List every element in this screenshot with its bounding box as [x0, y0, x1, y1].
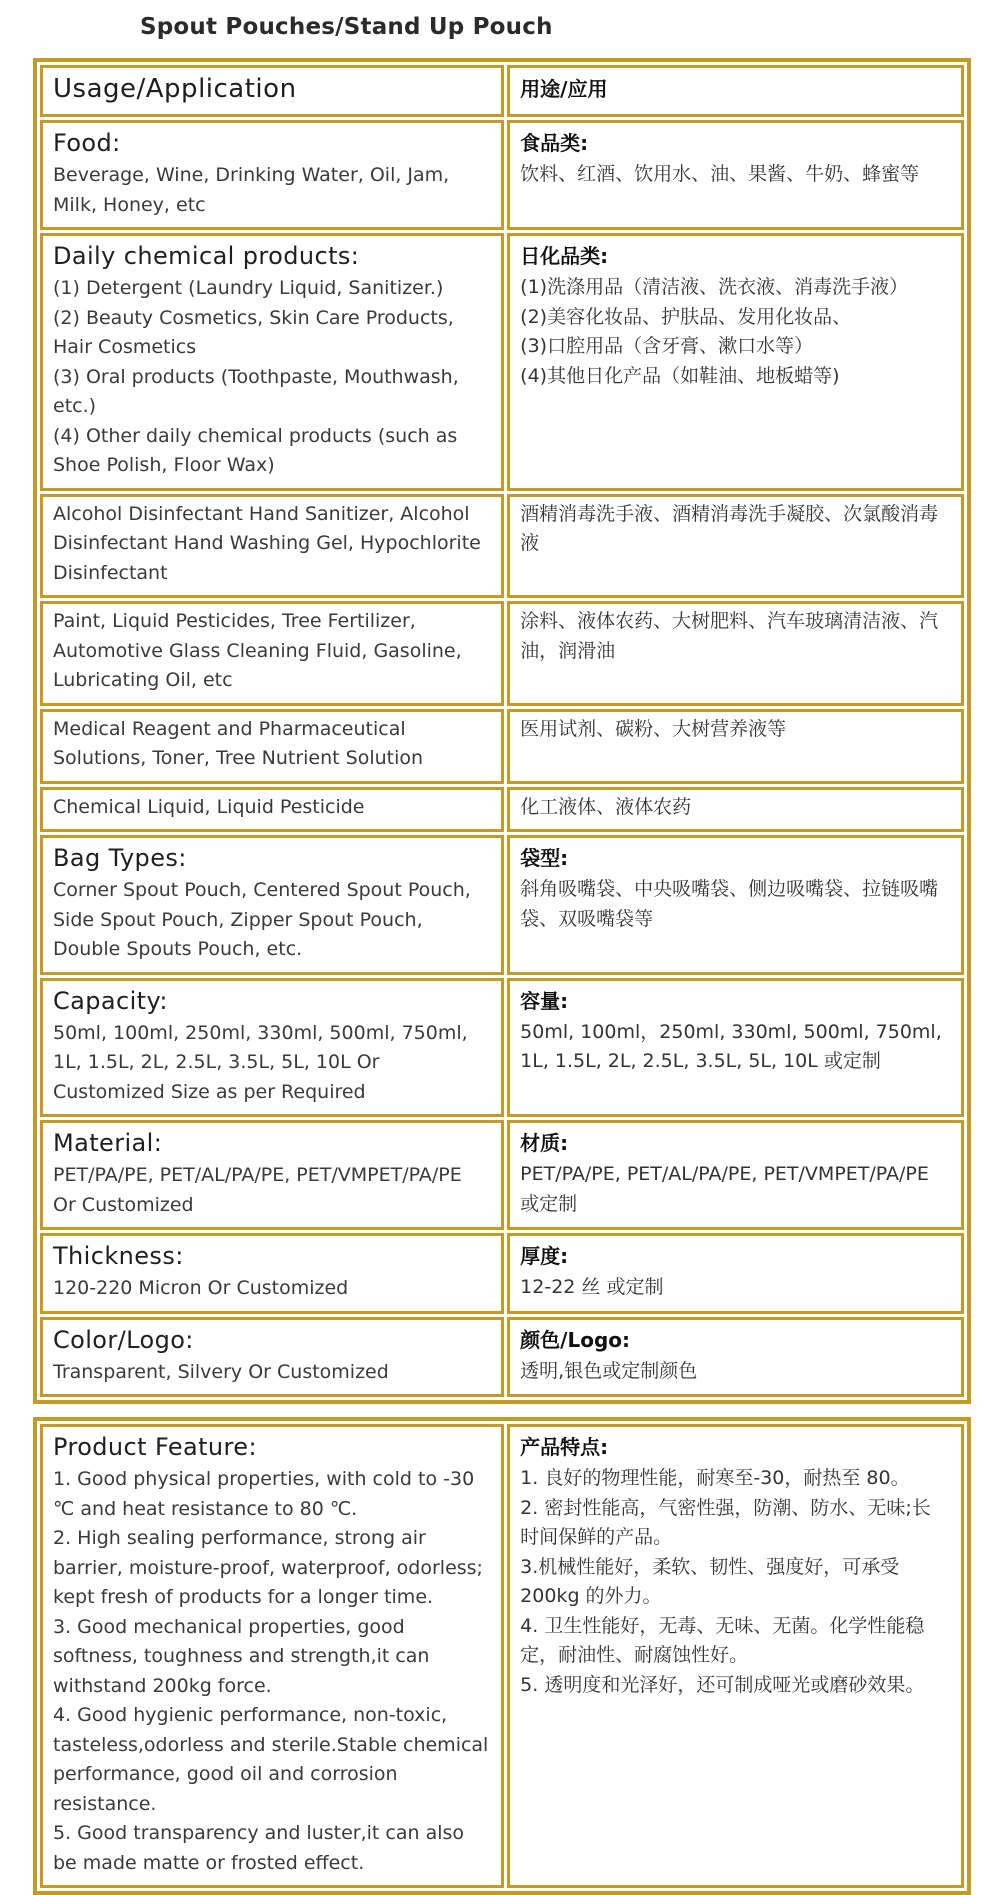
cell-capacity-zh [507, 978, 964, 1118]
cell-line: 医用试剂、碳粉、大树营养液等 [520, 717, 787, 740]
cell-line: Alcohol Disinfectant Hand Sanitizer, Alcohol Disinfectant Hand Washing Gel, Hypochlorite Disinfectant [53, 502, 487, 584]
cell-line: 透明,银色或定制颜色 [520, 1359, 698, 1382]
cell-line: 2. 密封性能高，气密性强，防潮、防水、无味;长时间保鲜的产品。 [520, 1496, 931, 1548]
cell-line: 50ml, 100ml，250ml, 330ml, 500ml, 750ml, 1L, 1.5L, 2L, 2.5L, 3.5L, 5L, 10L 或定制 [520, 1020, 948, 1072]
section-title: 厚度: [520, 1244, 569, 1268]
section-title: 颜色/Logo: [520, 1327, 631, 1352]
table-row-paint [40, 601, 964, 706]
cell-line: (4) Other daily chemical products (such as Shoe Polish, Floor Wax) [53, 424, 464, 476]
cell-line: 5. Good transparency and luster,it can also be made matte or frosted effect. [53, 1822, 471, 1874]
cell-alcohol-en [40, 494, 504, 599]
section-title: Thickness: [53, 1242, 184, 1270]
cell-colorlogo-en [40, 1317, 504, 1398]
table-row-thickness [40, 1233, 964, 1314]
cell-line: (1)洗涤用品（清洁液、洗衣液、消毒洗手液） [520, 276, 909, 298]
cell-paint-en [40, 601, 504, 706]
usage-spec-table [33, 58, 971, 1404]
cell-line: Chemical Liquid, Liquid Pesticide [53, 795, 365, 818]
table-row-alcohol [40, 494, 964, 599]
section-title: 食品类: [520, 131, 589, 155]
section-title: Material: [53, 1129, 163, 1157]
cell-alcohol-zh [507, 494, 964, 599]
cell-line: 4. Good hygienic performance, non-toxic, tasteless,odorless and sterile.Stable chemical performance, good oil and corrosion resistance. [53, 1704, 495, 1815]
cell-line: Paint, Liquid Pesticides, Tree Fertilizer, Automotive Glass Cleaning Fluid, Gasoline, Lubricating Oil, etc [53, 610, 468, 691]
cell-bagtypes-zh [507, 835, 964, 975]
cell-line: Medical Reagent and Pharmaceutical Solutions, Toner, Tree Nutrient Solution [53, 717, 424, 769]
cell-line: (4)其他日化产品（如鞋油、地板蜡等) [520, 364, 840, 387]
page-title: Spout Pouches/Stand Up Pouch [140, 14, 553, 40]
cell-thickness-en [40, 1233, 504, 1314]
cell-line: 涂料、液体农药、大树肥料、汽车玻璃清洁液、汽油，润滑油 [520, 610, 939, 662]
cell-line: 50ml, 100ml, 250ml, 330ml, 500ml, 750ml, 1L, 1.5L, 2L, 2.5L, 3.5L, 5L, 10L Or Customized Size as per Required [53, 1021, 474, 1103]
cell-line: (1) Detergent (Laundry Liquid, Sanitizer.) [53, 277, 444, 299]
cell-chemical-zh [507, 787, 964, 833]
cell-line: (3)口腔用品（含牙膏、漱口水等） [520, 335, 814, 357]
table-row-bag-types [40, 835, 964, 975]
cell-line: 1. 良好的物理性能，耐寒至-30，耐热至 80。 [520, 1467, 910, 1489]
product-feature-table [33, 1417, 971, 1895]
header-cell-zh [507, 65, 964, 117]
cell-line: 120-220 Micron Or Customized [53, 1277, 349, 1299]
cell-thickness-zh [507, 1233, 964, 1314]
cell-capacity-en [40, 978, 504, 1118]
table-row-capacity [40, 978, 964, 1118]
section-title: 袋型: [520, 846, 569, 870]
table-row-medical [40, 709, 964, 784]
cell-feature-en [40, 1424, 504, 1888]
cell-line: 化工液体、液体农药 [520, 795, 692, 818]
cell-line: 5. 透明度和光泽好，还可制成哑光或磨砂效果。 [520, 1673, 925, 1696]
section-title: Color/Logo: [53, 1325, 194, 1354]
section-title: Capacity: [53, 986, 168, 1015]
cell-food-en [40, 120, 504, 230]
section-title: Food: [53, 129, 121, 157]
section-title: Product Feature: [53, 1433, 257, 1461]
cell-line: 3. Good mechanical properties, good softness, toughness and strength,it can withstand 200kg force. [53, 1615, 436, 1697]
cell-line: 饮料、红酒、饮用水、油、果酱、牛奶、蜂蜜等 [520, 163, 920, 185]
table-row-material [40, 1120, 964, 1230]
section-title: 产品特点: [520, 1435, 609, 1459]
header-row [40, 65, 964, 117]
cell-line: 3.机械性能好，柔软、韧性、强度好，可承受 200kg 的外力。 [520, 1555, 906, 1607]
section-title: 容量: [520, 988, 569, 1013]
cell-daily-en [40, 233, 504, 491]
cell-line: (3) Oral products (Toothpaste, Mouthwash, etc.) [53, 365, 465, 417]
cell-line: 1. Good physical properties, with cold to -30 ℃ and heat resistance to 80 ℃. [53, 1468, 481, 1520]
table-row-food [40, 120, 964, 230]
cell-line: PET/PA/PE, PET/AL/PA/PE, PET/VMPET/PA/PE 或定制 [520, 1163, 935, 1215]
table-row-color-logo [40, 1317, 964, 1398]
cell-medical-en [40, 709, 504, 784]
cell-line: 2. High sealing performance, strong air barrier, moisture-proof, waterproof, odorless; kept fresh of products for a longer time. [53, 1527, 490, 1608]
cell-line: 酒精消毒洗手液、酒精消毒洗手凝胶、次氯酸消毒液 [520, 502, 939, 554]
cell-line: 12-22 丝 或定制 [520, 1276, 664, 1298]
cell-bagtypes-en [40, 835, 504, 975]
cell-material-zh [507, 1120, 964, 1230]
cell-colorlogo-zh [507, 1317, 964, 1398]
table-row-daily-chemical [40, 233, 964, 491]
table-row-product-feature [40, 1424, 964, 1888]
cell-line: Transparent, Silvery Or Customized [53, 1360, 389, 1383]
cell-line: Beverage, Wine, Drinking Water, Oil, Jam, Milk, Honey, etc [53, 164, 456, 216]
cell-line: 4. 卫生性能好，无毒、无味、无菌。化学性能稳定，耐油性、耐腐蚀性好。 [520, 1614, 925, 1666]
cell-material-en [40, 1120, 504, 1230]
section-title: 材质: [520, 1131, 569, 1155]
cell-medical-zh [507, 709, 964, 784]
cell-line: (2) Beauty Cosmetics, Skin Care Products, Hair Cosmetics [53, 306, 460, 358]
cell-food-zh [507, 120, 964, 230]
table-row-chemical-liquid [40, 787, 964, 833]
cell-line: 斜角吸嘴袋、中央吸嘴袋、侧边吸嘴袋、拉链吸嘴袋、双吸嘴袋等 [520, 878, 939, 930]
cell-line: PET/PA/PE, PET/AL/PA/PE, PET/VMPET/PA/PE Or Customized [53, 1164, 468, 1216]
cell-line: Corner Spout Pouch, Centered Spout Pouch, Side Spout Pouch, Zipper Spout Pouch, Double Spouts Pouch, etc. [53, 879, 477, 960]
usage-header-en: Usage/Application [53, 74, 297, 104]
section-title: Daily chemical products: [53, 242, 360, 270]
cell-line: (2)美容化妆品、护肤品、发用化妆品、 [520, 305, 852, 328]
cell-feature-zh [507, 1424, 964, 1888]
header-cell-en [40, 65, 504, 117]
cell-paint-zh [507, 601, 964, 706]
section-title: Bag Types: [53, 844, 187, 872]
cell-chemical-en [40, 787, 504, 833]
usage-header-zh: 用途/应用 [520, 77, 608, 101]
cell-daily-zh [507, 233, 964, 491]
section-title: 日化品类: [520, 244, 609, 268]
